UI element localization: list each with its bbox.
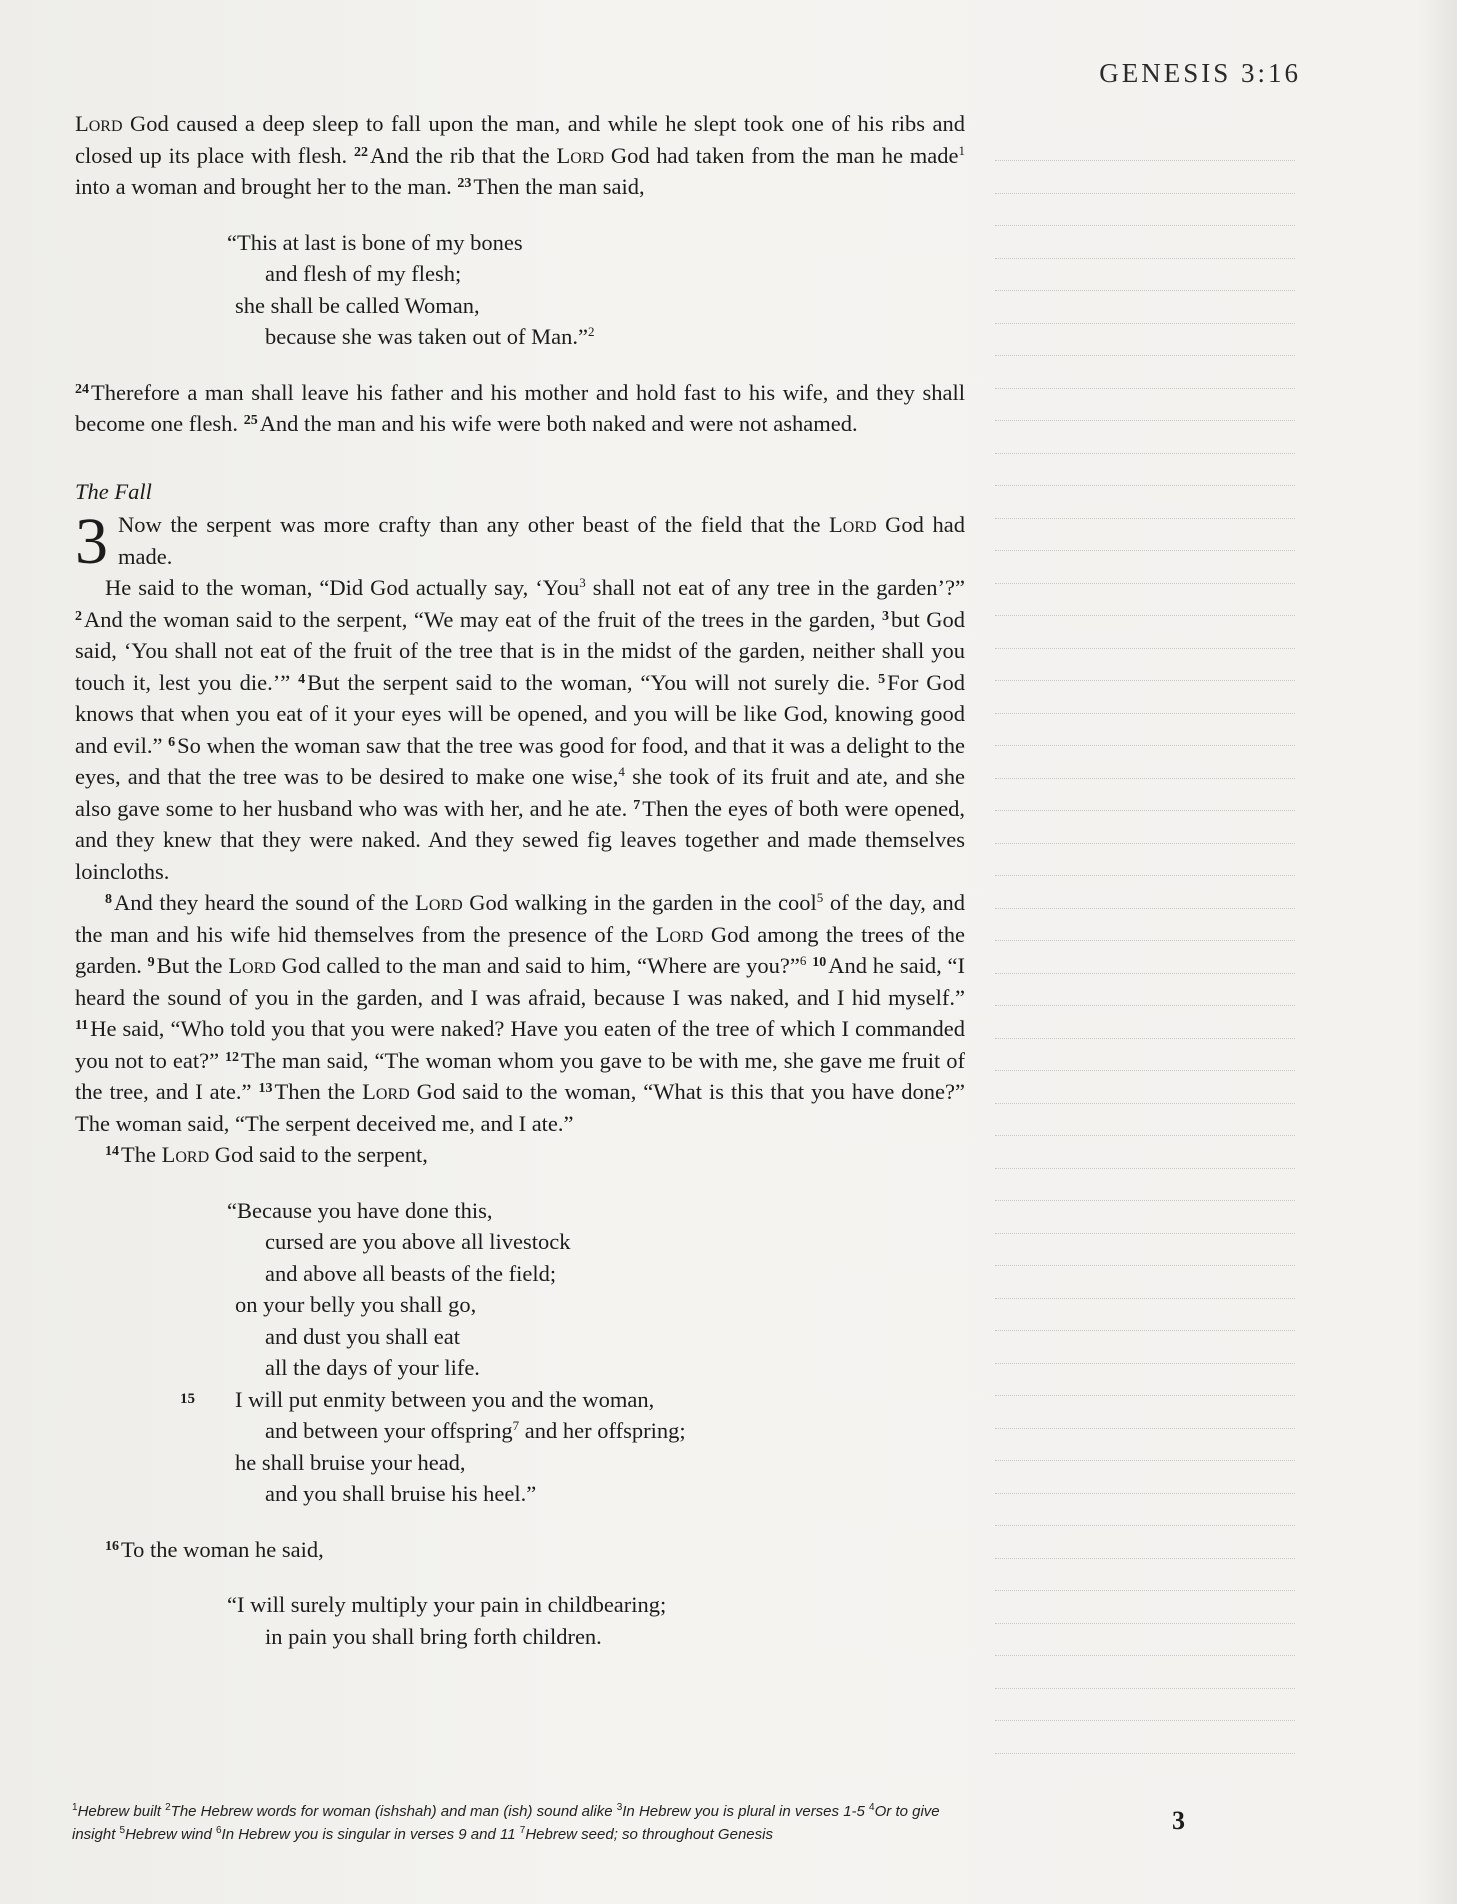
chapter-number: 3: [75, 505, 108, 578]
scripture-text: [75, 108, 965, 1652]
poem-line: and you shall bruise his heel.”: [265, 1481, 537, 1506]
poem-line: and between your offspring$^7$ and her offspring;: [265, 1418, 686, 1443]
footnote-ref: 3: [579, 575, 586, 590]
verse-number: 7: [633, 797, 641, 813]
paragraph-2-24: $^{24}$Therefore a man shall leave his father and his mother and hold fast to his wife, and they shall become one flesh. $^{25}$And the man and his wife were both naked and were not ashamed.: [75, 379, 965, 436]
page-edge-shadow: [1417, 0, 1457, 1904]
verse-number: 8: [105, 892, 112, 907]
verse-number: 2: [75, 608, 82, 624]
footnotes: $^1$Hebrew built $^2$The Hebrew words for woman (ishshah) and man (ish) sound alike $^3$In Hebrew you is plural in verses 1-5 $^4$Or to give insight $^5$Hebrew wind $^6$In Hebrew you is singular in verses 9 and 11 $^7$Hebrew seed; so throughout Genesis: [72, 1802, 940, 1843]
poem-line: and flesh of my flesh;: [265, 261, 462, 286]
poem-line: “I will surely multiply your pain in childbearing;: [227, 1592, 667, 1617]
page-number: 3: [1172, 1806, 1185, 1835]
poem-line: 15 I will put enmity between you and the woman,: [75, 1384, 965, 1416]
poem-line: she shall be called Woman,: [235, 292, 480, 318]
footnote-ref: 6: [799, 953, 807, 968]
verse-number: 11: [75, 1018, 89, 1033]
verse-number: 25: [243, 413, 258, 428]
verse-number: 15: [180, 1390, 195, 1407]
poem-line: and dust you shall eat: [265, 1323, 460, 1349]
paragraph-3-16: $^{16}$To the woman he said,: [105, 1536, 324, 1562]
verse-number: 14: [105, 1144, 119, 1159]
verse-number: 22: [353, 144, 368, 160]
footnote-ref: 7: [512, 1418, 520, 1433]
paragraph-3-1: 3 Now the serpent was more crafty than any other beast of the field that the Lord God had made.: [75, 505, 965, 578]
poem-line: and above all beasts of the field;: [265, 1260, 557, 1286]
poem-line: in pain you shall bring forth children.: [265, 1623, 602, 1649]
verse-number: 13: [258, 1081, 273, 1096]
verse-number: 24: [75, 381, 89, 397]
verse-number: 9: [147, 955, 155, 970]
verse-number: 5: [878, 671, 886, 687]
poem-3-14: [75, 1195, 965, 1510]
poem-line: all the days of your life.: [265, 1355, 480, 1380]
poem-line: because she was taken out of Man.”$^2$: [265, 324, 595, 349]
running-head: GENESIS 3:16: [1099, 58, 1301, 88]
poem-line: he shall bruise your head,: [235, 1449, 466, 1475]
footnote-ref: 5: [816, 890, 824, 905]
paragraph-3-1b: He said to the woman, “Did God actually say, ‘You$^3$ shall not eat of any tree in the garden’?” $^2$And the woman said to the serpent, “We may eat of the fruit of the trees in the garden, $^3$but God said, ‘You shall not eat of the fruit of the tree that is in the midst of the garden, neither shall you touch it, lest you die.’” $^4$But the serpent said to the woman, “You will not surely die. $^5$For God knows that when you eat of it your eyes will be opened, and you will be like God, knowing good and evil.” $^6$So when the woman saw that the tree was good for food, and that it was a delight to the eyes, and that the tree was to be desired to make one wise,$^4$ she took of its fruit and ate, and she also gave some to her husband who was with her, and he ate. $^7$Then the eyes of both were opened, and they knew that they were naked. And they sewed fig leaves together and made themselves loincloths.: [75, 575, 965, 884]
poem-3-16: [75, 1589, 965, 1652]
poem-2-23: [75, 227, 965, 353]
poem-line: cursed are you above all livestock: [265, 1229, 571, 1254]
verse-number: 10: [812, 955, 827, 970]
verse-number: 12: [225, 1049, 240, 1065]
journaling-lines: [995, 160, 1295, 1785]
section-heading: The Fall: [75, 478, 152, 504]
paragraph-2-21: Lord God caused a deep sleep to fall upon the man, and while he slept took one of his ribs and closed up its place with flesh. $^{22}$And the rib that the Lord God had taken from the man he made$^1$ into a woman and brought her to the man. $^{23}$Then the man said,: [75, 111, 965, 199]
footnote-ref: 4: [618, 764, 625, 779]
poem-line: “Because you have done this,: [227, 1197, 493, 1223]
paragraph-3-8: $^8$And they heard the sound of the Lord God walking in the garden in the cool$^5$ of the day, and the man and his wife hid themselves from the presence of the Lord God among the trees of the garden. $^9$But the Lord God called to the man and said to him, “Where are you?”$^6$ $^{10}$And he said, “I heard the sound of you in the garden, and I was afraid, because I was naked, and I hid myself.” $^{11}$He said, “Who told you that you were naked? Have you eaten of the tree of which I commanded you not to eat?” $^{12}$The man said, “The woman whom you gave to be with me, she gave me fruit of the tree, and I ate.” $^{13}$Then the Lord God said to the woman, “What is this that you have done?” The woman said, “The serpent deceived me, and I ate.”: [75, 890, 966, 1136]
verse-number: 4: [298, 671, 306, 687]
verse-number: 3: [881, 608, 889, 624]
verse-number: 6: [168, 734, 176, 750]
footnote-ref: 2: [588, 324, 595, 339]
footnote-ref: 1: [958, 142, 965, 158]
verse-number: 16: [105, 1538, 119, 1554]
verse-number: 23: [457, 176, 472, 191]
poem-line: on your belly you shall go,: [235, 1292, 477, 1317]
paragraph-3-14: $^{14}$The Lord God said to the serpent,: [105, 1142, 428, 1167]
poem-line: “This at last is bone of my bones: [227, 229, 523, 255]
